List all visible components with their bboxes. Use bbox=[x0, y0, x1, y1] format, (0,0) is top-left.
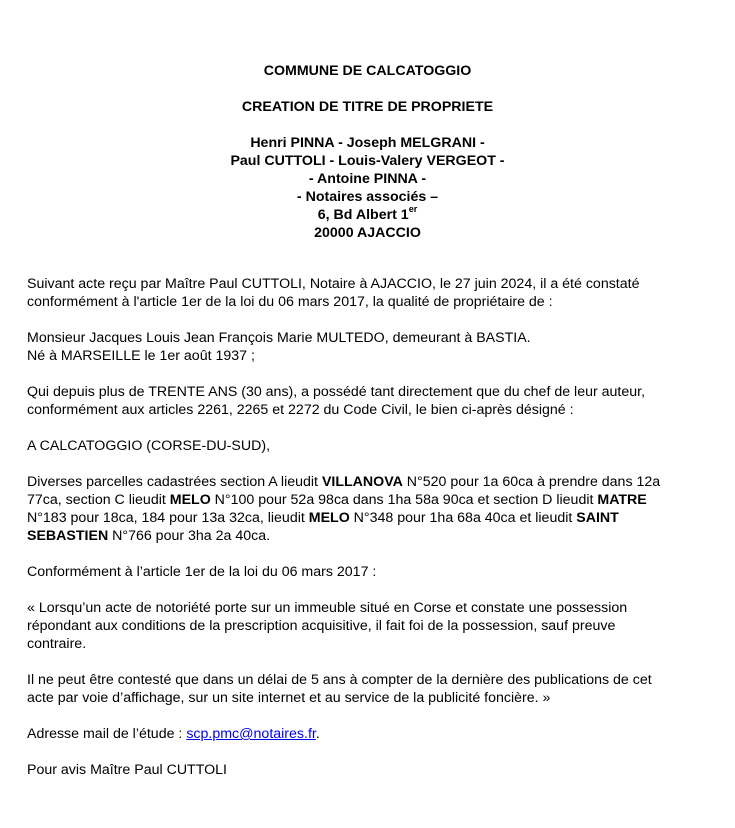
notice-title: CREATION DE TITRE DE PROPRIETE bbox=[241, 99, 494, 115]
notice-header bbox=[0, 62, 735, 242]
paragraph-owner: Monsieur Jacques Louis Jean François Marie MULTEDO, demeurant à BASTIA. Né à MARSEILLE le 1er août 1937 ; bbox=[27, 330, 531, 364]
signature-text: Pour avis Maître Paul CUTTOLI bbox=[27, 762, 228, 778]
paragraph-quote-1: « Lorsqu’un acte de notoriété porte sur un immeuble situé en Corse et constate une possession répondant aux conditions de la prescription acquisitive, il fait foi de la possession, sauf preuve contraire. bbox=[27, 600, 628, 652]
paragraph-quote-2: Il ne peut être contesté que dans un délai de 5 ans à compter de la dernière des publications de cet acte par voie d’affichage, sur un site internet et au service de la publicité foncière. » bbox=[27, 672, 652, 706]
paragraph-location: A CALCATOGGIO (CORSE-DU-SUD), bbox=[27, 438, 271, 454]
commune-title: COMMUNE DE CALCATOGGIO bbox=[263, 63, 472, 79]
notaries-line-4: - Notaires associés – bbox=[296, 189, 439, 205]
notaries-line-1: Henri PINNA - Joseph MELGRANI - bbox=[250, 135, 485, 151]
office-address-street: 6, Bd Albert 1er bbox=[317, 204, 418, 223]
paragraph-email: Adresse mail de l’étude : scp.pmc@notaires.fr. bbox=[27, 726, 320, 742]
office-address-city: 20000 AJACCIO bbox=[314, 225, 421, 241]
paragraph-parcels: Diverses parcelles cadastrées section A lieudit VILLANOVA N°520 pour 1a 60ca à prendre dans 12a 77ca, section C lieudit MELO N°100 pour 52a 98ca dans 1ha 58a 90ca et section D lieudit MATRE N°183 pour 18ca, 184 pour 13a 32ca, lieudit MELO N°348 pour 1ha 68a 40ca et lieudit SAINT SEBASTIEN N°766 pour 3ha 2a 40ca. bbox=[27, 474, 661, 544]
paragraph-possession: Qui depuis plus de TRENTE ANS (30 ans), a possédé tant directement que du chef de leur auteur, conformément aux articles 2261, 2265 et 2272 du Code Civil, le bien ci-après désigné : bbox=[27, 384, 646, 418]
paragraph-signature bbox=[27, 761, 717, 779]
notaries-line-2: Paul CUTTOLI - Louis-Valery VERGEOT - bbox=[230, 153, 505, 169]
email-link[interactable]: scp.pmc@notaires.fr bbox=[186, 726, 316, 742]
paragraph-law-reference: Conformément à l’article 1er de la loi du 06 mars 2017 : bbox=[27, 564, 377, 580]
email-label: Adresse mail de l’étude : bbox=[27, 726, 187, 742]
notaries-line-3: - Antoine PINNA - bbox=[308, 171, 427, 187]
notice-body bbox=[27, 275, 717, 797]
paragraph-act: Suivant acte reçu par Maître Paul CUTTOLI, Notaire à AJACCIO, le 27 juin 2024, il a été constaté conformément à l'article 1er de la loi du 06 mars 2017, la qualité de propriétaire de : bbox=[27, 276, 640, 310]
